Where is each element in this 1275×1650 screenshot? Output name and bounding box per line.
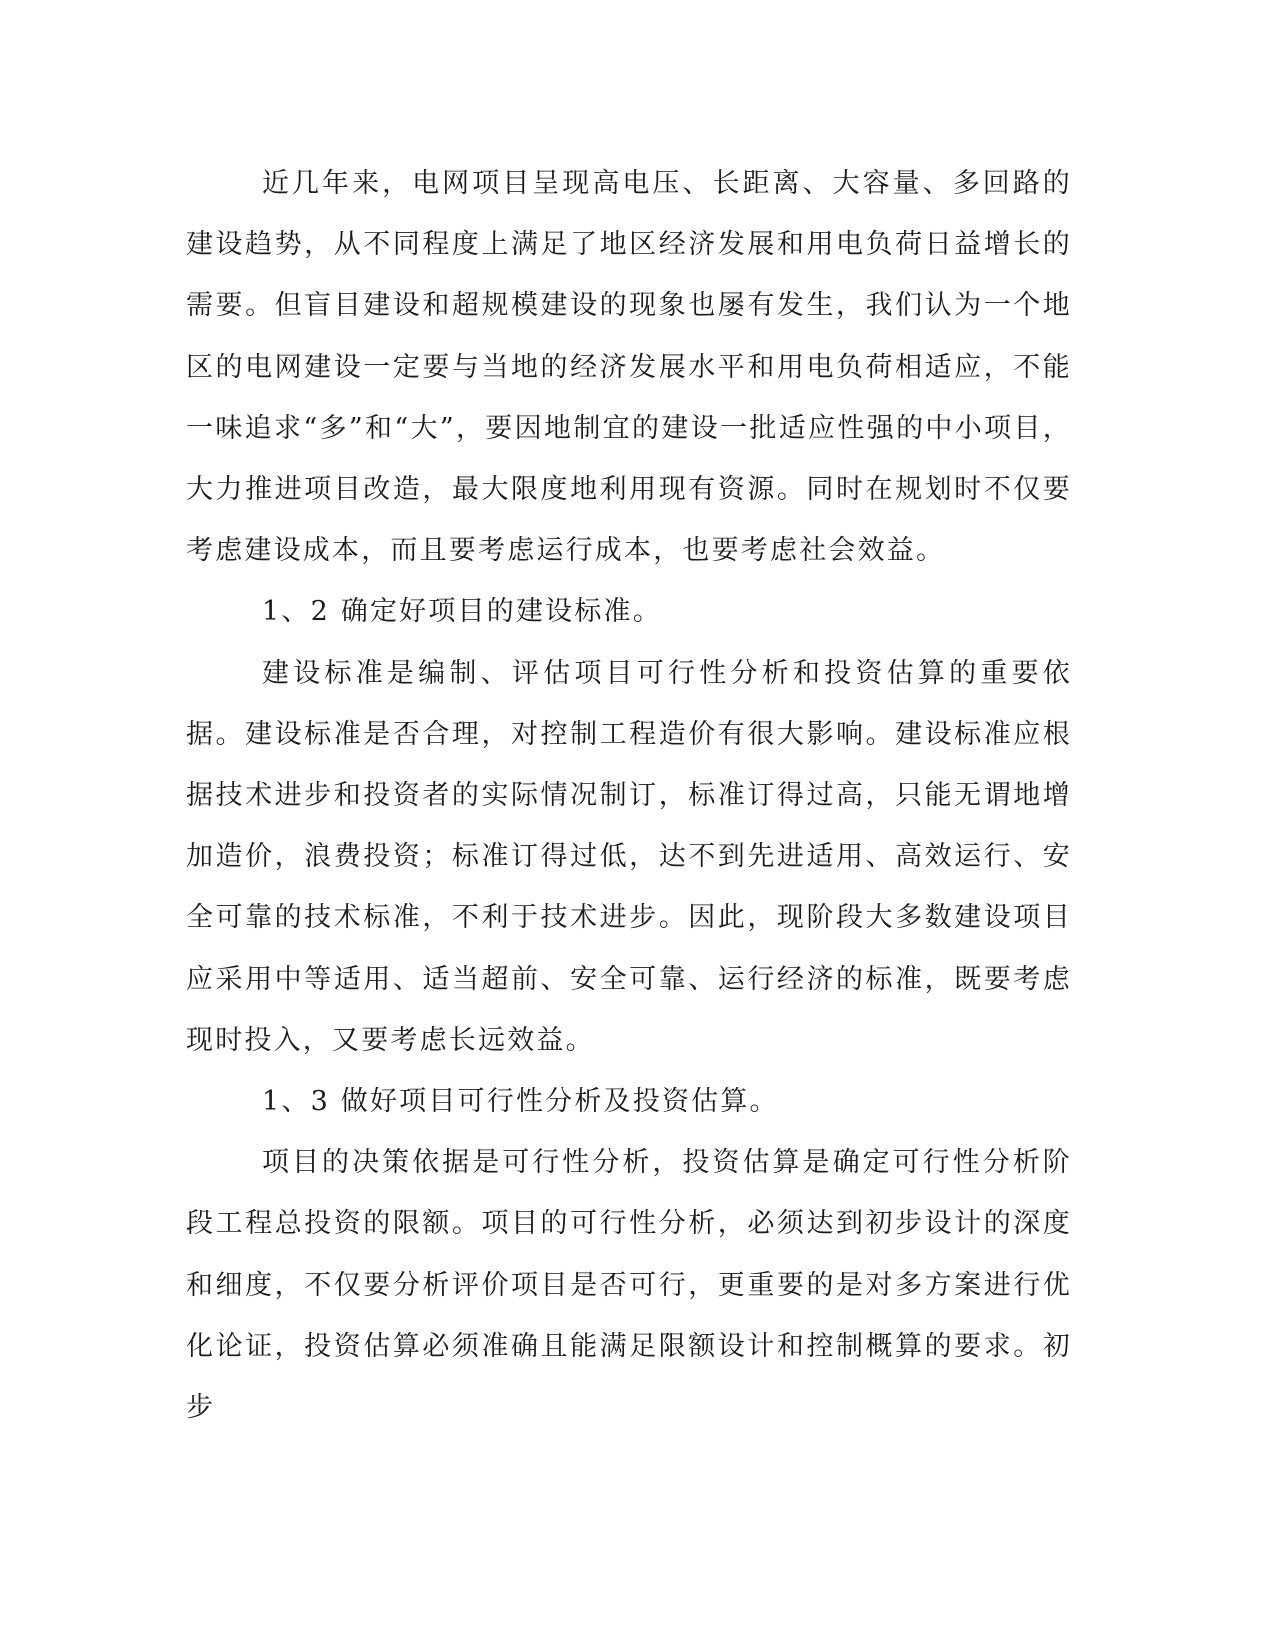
paragraph-intro: 近几年来，电网项目呈现高电压、长距离、大容量、多回路的建设趋势，从不同程度上满足了地区经济发展和用电负荷日益增长的需要。但盲目建设和超规模建设的现象也屡有发生，我们认为一个地区的电网建设一定要与当地的经济发展水平和用电负荷相适应，不能一味追求“多”和“大”，要因地制宜的建设一批适应性强的中小项目，大力推进项目改造，最大限度地利用现有资源。同时在规划时不仅要考虑建设成本，而且要考虑运行成本，也要考虑社会效益。 <box>186 168 1072 567</box>
paragraph-feasibility-analysis: 项目的决策依据是可行性分析，投资估算是确定可行性分析阶段工程总投资的限额。项目的可行性分析，必须达到初步设计的深度和细度，不仅要分析评价项目是否可行，更重要的是对多方案进行优化论证，投资估算必须准确且能满足限额设计和控制概算的要求。初步 <box>186 1147 1072 1424</box>
section-heading-1-3: 1、3 做好项目可行性分析及投资估算。 <box>262 1086 779 1118</box>
paragraph-construction-standard: 建设标准是编制、评估项目可行性分析和投资估算的重要依据。建设标准是否合理，对控制工程造价有很大影响。建设标准应根据技术进步和投资者的实际情况制订，标准订得过高，只能无谓地增加造价，浪费投资；标准订得过低，达不到先进适用、高效运行、安全可靠的技术标准，不利于技术进步。因此，现阶段大多数建设项目应采用中等适用、适当超前、安全可靠、运行经济的标准，既要考虑现时投入，又要考虑长远效益。 <box>186 657 1072 1056</box>
document-body <box>186 153 1072 1438</box>
section-heading-1-2: 1、2 确定好项目的建设标准。 <box>262 596 662 628</box>
